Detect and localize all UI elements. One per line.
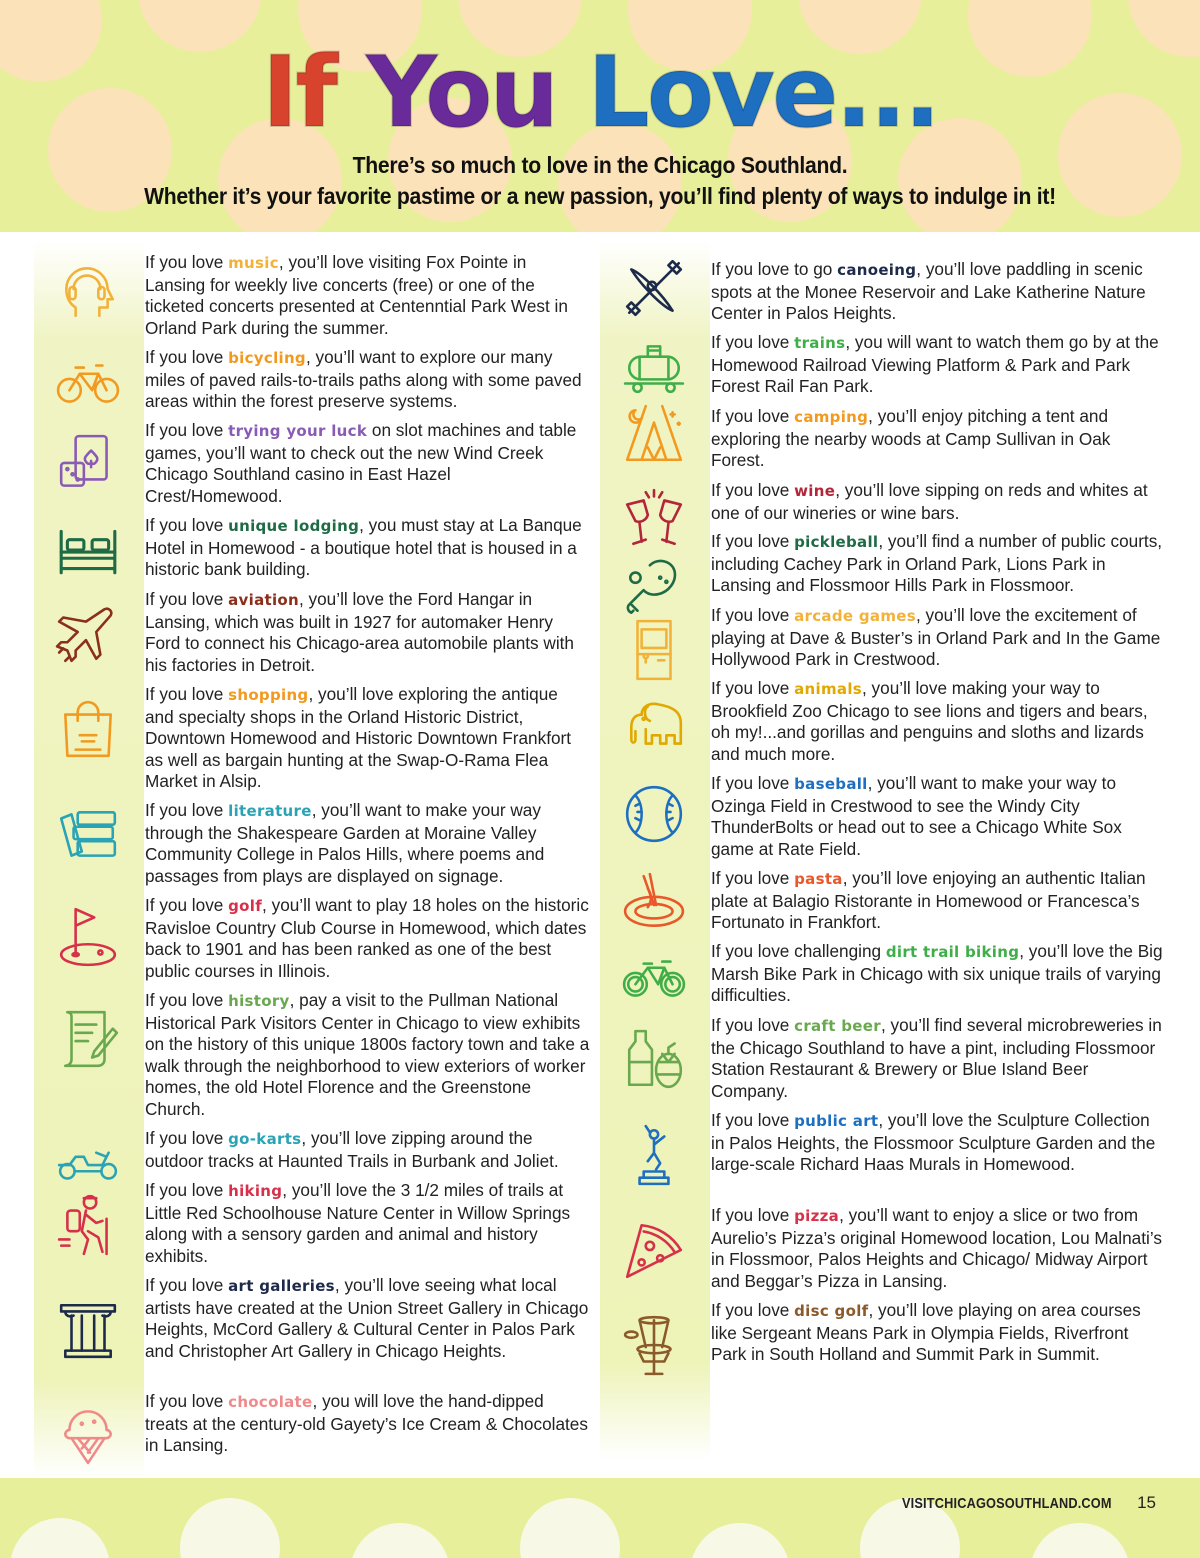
bed-icon bbox=[46, 515, 130, 585]
ice-cream-cone-icon bbox=[46, 1397, 130, 1467]
entry-text: If you love chocolate, you will love the hand-dipped treats at the century-old Gayety’s Ice Cream & Chocolates in Lansing. bbox=[145, 1391, 588, 1455]
entry-text: If you love arcade games, you’ll love the excitement of playing at Dave & Buster’s in Orland Park and In the Game Hollywood Park in Crestwood. bbox=[711, 605, 1161, 669]
keyword: history bbox=[228, 992, 290, 1010]
keyword: pasta bbox=[794, 870, 843, 888]
arcade-cabinet-icon bbox=[612, 615, 696, 685]
keyword: camping bbox=[794, 408, 869, 426]
background-dots-pattern bbox=[0, 1478, 1200, 1558]
statue-icon bbox=[612, 1120, 696, 1190]
website-link[interactable]: VISITCHICAGOSOUTHLAND.COM bbox=[902, 1495, 1112, 1512]
keyword: disc golf bbox=[794, 1302, 869, 1320]
column-icon bbox=[46, 1295, 130, 1365]
books-icon bbox=[46, 800, 130, 870]
entry-text: If you love art galleries, you’ll love seeing what local artists have created at the Union Street Gallery in Chicago Heights, McCord Gallery & Cultural Center in Palos Park and Christopher Art Gallery in Chicago Heights. bbox=[145, 1275, 589, 1361]
entry-text: If you love disc golf, you’ll love playing on area courses like Sergeant Means Park in Olympia Fields, Riverfront Park in South Holland and Summit Park in Summit. bbox=[711, 1300, 1141, 1364]
entry-text: If you love literature, you’ll want to make your way through the Shakespeare Garden at Moraine Valley Community College in Palos Hills, where poems and passages from plays are displayed on signage. bbox=[145, 800, 545, 886]
entry-text: If you love wine, you’ll love sipping on reds and whites at one of our wineries or wine bars. bbox=[711, 480, 1148, 523]
page-number: 15 bbox=[1137, 1493, 1156, 1512]
hiker-icon bbox=[46, 1190, 130, 1260]
title-word-love: Love... bbox=[587, 36, 939, 150]
scroll-quill-icon bbox=[46, 1004, 130, 1074]
keyword: hiking bbox=[228, 1182, 283, 1200]
title-word-if: If bbox=[261, 36, 335, 150]
beer-hops-icon bbox=[612, 1025, 696, 1095]
keyword: literature bbox=[228, 802, 312, 820]
entry-text: If you love to go canoeing, you’ll love paddling in scenic spots at the Monee Reservoir and Lake Katherine Nature Center in Palos Heights. bbox=[711, 259, 1146, 323]
entry-text: If you love animals, you’ll love making your way to Brookfield Zoo Chicago to see lions and tigers and bears, oh my!...and gorillas and penguins and sloths and lizards and much more. bbox=[711, 678, 1148, 764]
keyword: animals bbox=[794, 680, 862, 698]
cards-dice-icon bbox=[46, 430, 130, 500]
entry-text: If you love baseball, you’ll want to make your way to Ozinga Field in Crestwood to see the Windy City ThunderBolts or head out to see a Chicago White Sox game at Rate Field. bbox=[711, 773, 1122, 859]
elephant-icon bbox=[612, 690, 696, 760]
keyword: pizza bbox=[794, 1207, 840, 1225]
entry-text: If you love history, pay a visit to the Pullman National Historical Park Visitors Center in Chicago to view exhibits on the history of this unique 1800s factory town and take a walk through the neighborhood to view exteriors of worker homes, the old Hotel Florence and the Greenstone Church. bbox=[145, 990, 590, 1119]
keyword: chocolate bbox=[228, 1393, 313, 1411]
keyword: music bbox=[228, 254, 279, 272]
keyword: pickleball bbox=[794, 533, 879, 551]
keyword: trains bbox=[794, 334, 846, 352]
keyword: aviation bbox=[228, 591, 299, 609]
entry-text: If you love golf, you’ll want to play 18 holes on the historic Ravisloe Country Club Course in Homewood, which dates back to 1901 and has been ranked as one of the best public courses in Illinois. bbox=[145, 895, 589, 981]
entry-text: If you love camping, you’ll enjoy pitching a tent and exploring the nearby woods at Camp Sullivan in Oak Forest. bbox=[711, 406, 1111, 470]
entry-text: If you love challenging dirt trail biking, you’ll love the Big Marsh Bike Park in Chicago with six unique trails of varying difficulties. bbox=[711, 941, 1163, 1005]
title-word-you: You bbox=[366, 36, 557, 150]
keyword: craft beer bbox=[794, 1017, 881, 1035]
pasta-bowl-icon bbox=[612, 868, 696, 938]
subtitle-line-1: There’s so much to love in the Chicago Southland. bbox=[352, 152, 848, 178]
entry-text: If you love bicycling, you’ll want to explore our many miles of paved rails-to-trails paths along with some paved areas within the forest preserve systems. bbox=[145, 347, 582, 411]
bicycle-icon bbox=[46, 347, 130, 417]
go-kart-icon bbox=[46, 1128, 130, 1198]
keyword: art galleries bbox=[228, 1277, 335, 1295]
entry-text: If you love pizza, you’ll want to enjoy a slice or two from Aurelio’s Pizza’s original Homewood location, Lou Malnati’s in Flossmoor, Palos Heights and Chicago/ Midway Airport and Beggar’s Pizza in Lansing. bbox=[711, 1205, 1162, 1291]
pizza-slice-icon bbox=[612, 1215, 696, 1285]
entry-text: If you love trying your luck on slot machines and table games, you’ll want to check out the new Wind Creek Chicago Southland casino in East Hazel Crest/Homewood. bbox=[145, 420, 577, 506]
keyword: golf bbox=[228, 897, 263, 915]
entry-text: If you love aviation, you’ll love the Ford Hangar in Lansing, which was built in 1927 for automaker Henry Ford to connect his Chicago-area automobile plants with his factories in Detroit. bbox=[145, 589, 574, 675]
page-title bbox=[0, 38, 1200, 148]
footer-band bbox=[0, 1478, 1200, 1558]
entry-text: If you love trains, you will want to watch them go by at the Homewood Railroad Viewing Platform & Park and Park Forest Rail Fan Park. bbox=[711, 332, 1159, 396]
entry-text: If you love pasta, you’ll love enjoying an authentic Italian plate at Balagio Ristorante in Homewood or Francesca’s Fortunato in Frankfort. bbox=[711, 868, 1146, 932]
entry-text: If you love pickleball, you’ll find a number of public courts, including Cachey Park in Orland Park, Lions Park in Lansing and Flossmoor Hills Park in Flossmoor. bbox=[711, 531, 1163, 595]
pickleball-paddle-icon bbox=[612, 553, 696, 623]
keyword: bicycling bbox=[228, 349, 306, 367]
headphones-head-icon bbox=[46, 256, 130, 326]
kayak-icon bbox=[612, 253, 696, 323]
tent-moon-icon bbox=[612, 400, 696, 470]
keyword: unique lodging bbox=[228, 517, 360, 535]
entry-text: If you love music, you’ll love visiting Fox Pointe in Lansing for weekly live concerts (free) or one of the ticketed concerts presented at Centenntial Park West in Orland Park during the summer. bbox=[145, 252, 568, 338]
entry-text: If you love shopping, you’ll love exploring the antique and specialty shops in the Orland Historic District, Downtown Homewood and Historic Downtown Frankfort as well as bargain hunting at the Swap-O-Rama Flea Market in Alsip. bbox=[145, 684, 572, 791]
golf-flag-icon bbox=[46, 901, 130, 971]
train-tanker-icon bbox=[612, 332, 696, 402]
disc-golf-basket-icon bbox=[612, 1310, 696, 1380]
airplane-icon bbox=[46, 599, 130, 669]
entry-text: If you love unique lodging, you must stay at La Banque Hotel in Homewood - a boutique hotel that is housed in a historic bank building. bbox=[145, 515, 582, 579]
keyword: canoeing bbox=[837, 261, 917, 279]
keyword: go-karts bbox=[228, 1130, 302, 1148]
wine-glasses-icon bbox=[612, 484, 696, 554]
entry-text: If you love go-karts, you’ll love zipping around the outdoor tracks at Haunted Trails in Burbank and Joliet. bbox=[145, 1128, 559, 1171]
entry-text: If you love craft beer, you’ll find several microbreweries in the Chicago Southland to have a pint, including Flossmoor Station Restaurant & Brewery or Blue Island Beer Company. bbox=[711, 1015, 1162, 1101]
shopping-bag-icon bbox=[46, 694, 130, 764]
keyword: public art bbox=[794, 1112, 879, 1130]
entry-text: If you love hiking, you’ll love the 3 1/2 miles of trails at Little Red Schoolhouse Nature Center in Willow Springs along with a sensory garden and animal and history exhibits. bbox=[145, 1180, 571, 1266]
keyword: dirt trail biking bbox=[885, 943, 1020, 961]
subtitle-line-2: Whether it’s your favorite pastime or a new passion, you’ll find plenty of ways to indulge in it! bbox=[144, 183, 1056, 209]
entry-text: If you love public art, you’ll love the Sculpture Collection in Palos Heights, the Flossmoor Sculpture Garden and the large-scale Richard Haas Murals in Homewood. bbox=[711, 1110, 1156, 1174]
mountain-bike-icon bbox=[612, 941, 696, 1011]
keyword: shopping bbox=[228, 686, 309, 704]
header-band bbox=[0, 0, 1200, 232]
baseball-icon bbox=[612, 779, 696, 849]
keyword: wine bbox=[794, 482, 836, 500]
keyword: arcade games bbox=[794, 607, 916, 625]
keyword: baseball bbox=[794, 775, 868, 793]
keyword: trying your luck bbox=[228, 422, 368, 440]
